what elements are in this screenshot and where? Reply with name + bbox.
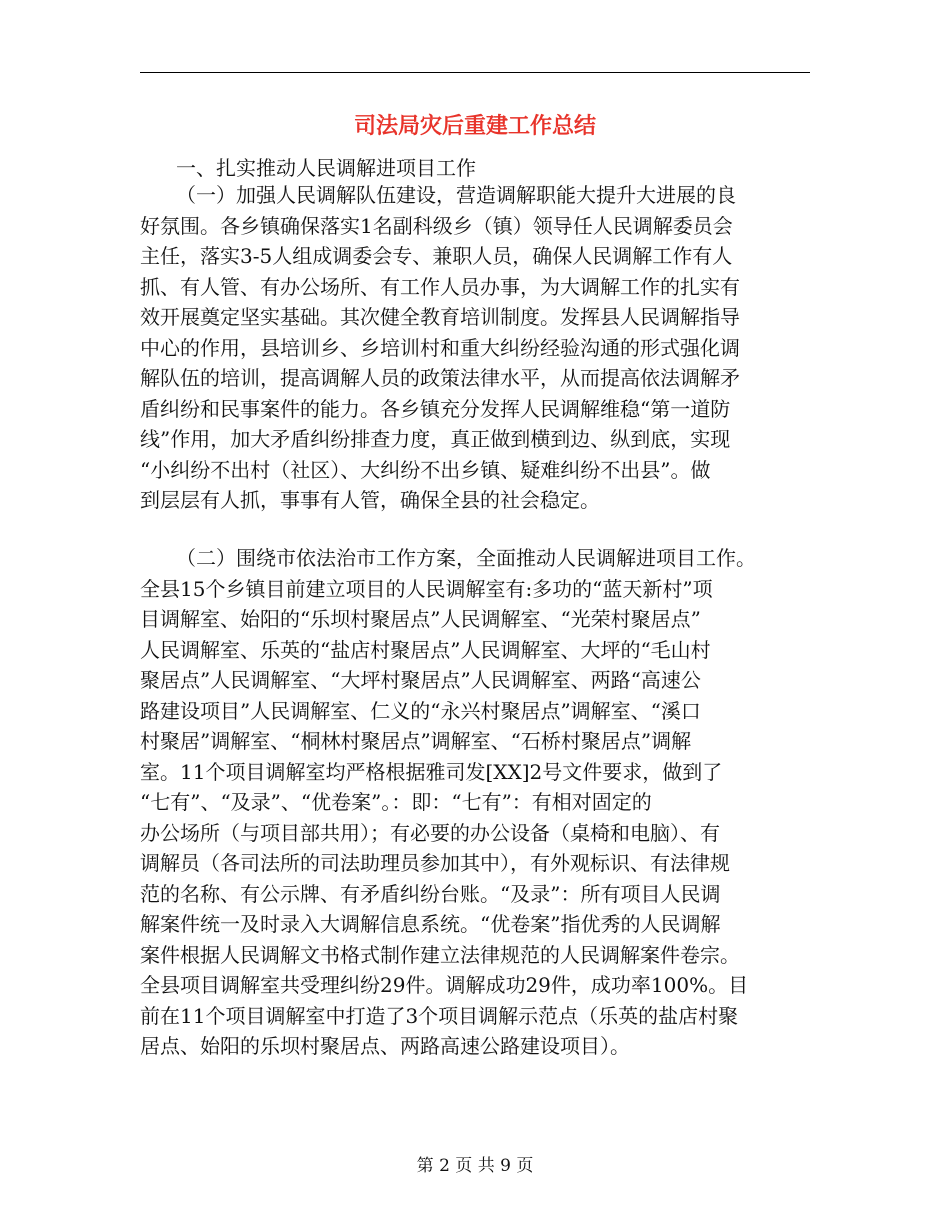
paragraph-2-line: 人民调解室、乐英的“盐店村聚居点”人民调解室、大坪的“毛山村 xyxy=(140,637,711,662)
paragraph-1-line: 中心的作用，县培训乡、乡培训村和重大纠纷经验沟通的形式强化调 xyxy=(140,335,740,360)
paragraph-2-line: 室。11个项目调解室均严格根据雅司发[XX]2号文件要求，做到了 xyxy=(140,759,723,784)
paragraph-2-line: 目调解室、始阳的“乐坝村聚居点”人民调解室、“光荣村聚居点” xyxy=(140,607,701,631)
paragraph-2-line: （二）围绕市依法治市工作方案，全面推动人民调解进项目工作。 xyxy=(176,546,756,570)
document-title: 司法局灾后重建工作总结 xyxy=(353,113,596,139)
section-heading: 一、扎实推动人民调解进项目工作 xyxy=(176,156,476,180)
paragraph-2-line: 前在11个项目调解室中打造了3个项目调解示范点（乐英的盐店村聚 xyxy=(140,1003,739,1028)
paragraph-2-line: 路建设项目”人民调解室、仁义的“永兴村聚居点”调解室、“溪口 xyxy=(140,698,701,723)
paragraph-1-line: 到层层有人抓，事事有人管，确保全县的社会稳定。 xyxy=(140,488,600,512)
paragraph-1 xyxy=(140,180,820,516)
paragraph-2 xyxy=(140,543,820,1062)
paragraph-2-line: 居点、始阳的乐坝村聚居点、两路高速公路建设项目）。 xyxy=(140,1034,630,1058)
paragraph-2-line: 案件根据人民调解文书格式制作建立法律规范的人民调解案件卷宗。 xyxy=(140,942,740,967)
paragraph-1-line: 解队伍的培训，提高调解人员的政策法律水平，从而提高依法调解矛 xyxy=(140,366,740,390)
header-rule xyxy=(140,72,810,73)
paragraph-2-line: 全县15个乡镇目前建立项目的人民调解室有:多功的“蓝天新村”项 xyxy=(140,576,713,601)
paragraph-1-line: 抓、有人管、有办公场所、有工作人员办事，为大调解工作的扎实有 xyxy=(140,274,740,299)
paragraph-2-line: “七有”、“及录”、“优卷案”。：即：“七有”：有相对固定的 xyxy=(140,790,652,814)
paragraph-1-line: 线”作用，加大矛盾纠纷排查力度，真正做到横到边、纵到底，实现 xyxy=(140,427,731,451)
paragraph-2-line: 聚居点”人民调解室、“大坪村聚居点”人民调解室、两路“高速公 xyxy=(140,668,701,692)
paragraph-2-line: 范的名称、有公示牌、有矛盾纠纷台账。“及录”：所有项目人民调 xyxy=(140,881,721,906)
paragraph-2-line: 调解员（各司法所的司法助理员参加其中），有外观标识、有法律规 xyxy=(140,851,730,875)
paragraph-2-line: 村聚居”调解室、“桐林村聚居点”调解室、“石桥村聚居点”调解 xyxy=(140,729,692,753)
paragraph-1-line: 好氛围。各乡镇确保落实1名副科级乡（镇）领导任人民调解委员会 xyxy=(140,213,733,238)
paragraph-2-line: 全县项目调解室共受理纠纷29件。调解成功29件，成功率100%。目 xyxy=(140,973,749,997)
paragraph-2-line: 解案件统一及时录入大调解信息系统。“优卷案”指优秀的人民调解 xyxy=(140,912,721,936)
paragraph-1-line: “小纠纷不出村（社区）、大纠纷不出乡镇、疑难纠纷不出县”。做 xyxy=(140,457,711,482)
paragraph-1-line: （一）加强人民调解队伍建设，营造调解职能大提升大进展的良 xyxy=(176,183,736,207)
page-number: 第 2 页 共 9 页 xyxy=(416,1156,534,1176)
paragraph-1-line: 盾纠纷和民事案件的能力。各乡镇充分发挥人民调解维稳“第一道防 xyxy=(140,396,731,421)
paragraph-2-line: 办公场所（与项目部共用）；有必要的办公设备（桌椅和电脑）、有 xyxy=(140,820,720,845)
paragraph-1-line: 效开展奠定坚实基础。其次健全教育培训制度。发挥县人民调解指导 xyxy=(140,305,740,329)
paragraph-1-line: 主任，落实3-5人组成调委会专、兼职人员，确保人民调解工作有人 xyxy=(140,244,733,268)
